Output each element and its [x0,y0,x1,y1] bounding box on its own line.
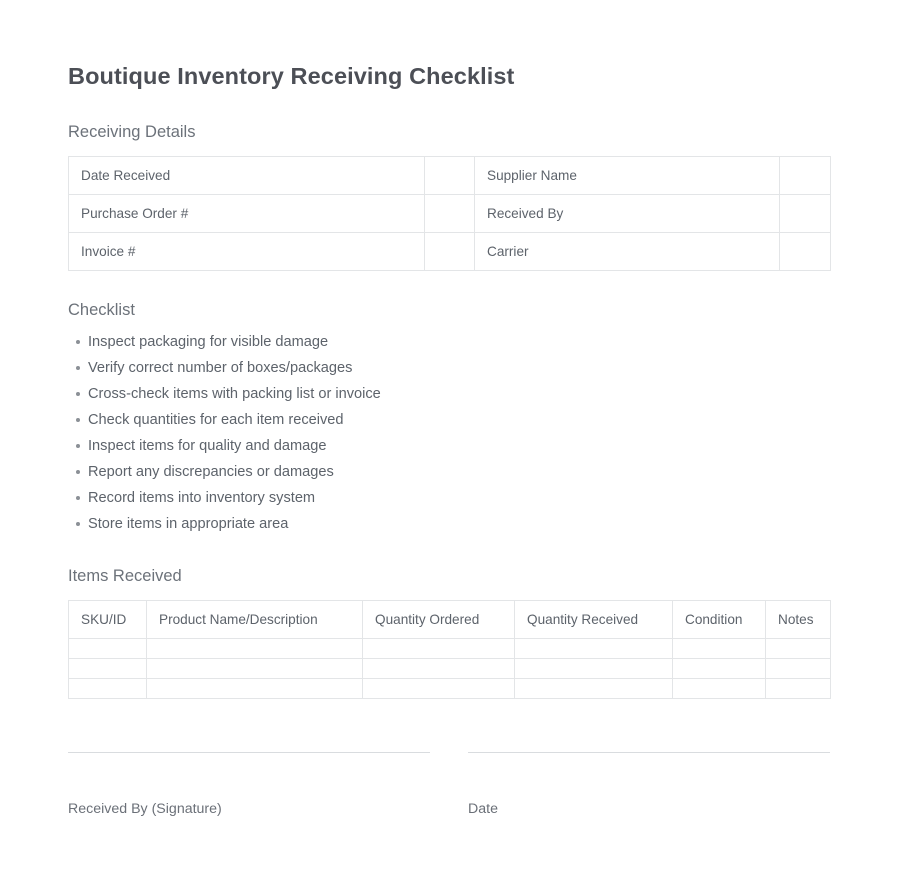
cell-quantity-ordered[interactable] [363,678,515,698]
cell-notes[interactable] [766,658,831,678]
section-heading-receiving-details: Receiving Details [68,123,196,142]
signature-line-date[interactable] [468,752,830,753]
checklist-list [68,329,832,537]
column-header-notes: Notes [766,600,831,638]
field-label-received-by: Received By [475,194,780,232]
list-item[interactable]: Cross-check items with packing list or invoice [88,381,832,407]
list-item[interactable]: Store items in appropriate area [88,511,832,537]
column-header-quantity-received: Quantity Received [515,600,673,638]
field-label-supplier-name: Supplier Name [475,156,780,194]
cell-condition[interactable] [673,678,766,698]
signature-rule [468,752,830,753]
table-row [69,658,831,678]
table-row [69,156,831,194]
field-value-carrier[interactable] [780,232,831,270]
items-received-table [68,600,831,699]
signature-block [68,752,830,818]
list-item[interactable]: Report any discrepancies or damages [88,459,832,485]
signature-line-received-by[interactable] [68,752,430,753]
table-row [69,638,831,658]
cell-quantity-received[interactable] [515,658,673,678]
cell-product-name[interactable] [147,658,363,678]
cell-quantity-ordered[interactable] [363,658,515,678]
cell-sku-id[interactable] [69,658,147,678]
list-item[interactable]: Verify correct number of boxes/packages [88,355,832,381]
column-header-condition: Condition [673,600,766,638]
receiving-details-table [68,156,831,271]
field-value-purchase-order[interactable] [425,194,475,232]
field-label-date-received: Date Received [69,156,425,194]
cell-sku-id[interactable] [69,638,147,658]
section-heading-checklist: Checklist [68,300,135,319]
table-row [69,232,831,270]
list-item[interactable]: Check quantities for each item received [88,407,832,433]
cell-condition[interactable] [673,658,766,678]
field-value-invoice[interactable] [425,232,475,270]
field-value-date-received[interactable] [425,156,475,194]
cell-quantity-ordered[interactable] [363,638,515,658]
cell-notes[interactable] [766,678,831,698]
signature-label-received-by: Received By (Signature) [68,801,222,817]
column-header-quantity-ordered: Quantity Ordered [363,600,515,638]
section-heading-items-received: Items Received [68,566,182,585]
cell-quantity-received[interactable] [515,678,673,698]
cell-product-name[interactable] [147,638,363,658]
cell-product-name[interactable] [147,678,363,698]
cell-sku-id[interactable] [69,678,147,698]
cell-quantity-received[interactable] [515,638,673,658]
list-item[interactable]: Record items into inventory system [88,485,832,511]
signature-label-date: Date [468,801,498,817]
field-value-supplier-name[interactable] [780,156,831,194]
list-item[interactable]: Inspect items for quality and damage [88,433,832,459]
table-row [69,678,831,698]
cell-notes[interactable] [766,638,831,658]
list-item[interactable]: Inspect packaging for visible damage [88,329,832,355]
column-header-product-name: Product Name/Description [147,600,363,638]
field-label-carrier: Carrier [475,232,780,270]
field-value-received-by[interactable] [780,194,831,232]
page-title: Boutique Inventory Receiving Checklist [68,63,515,89]
signature-rule [68,752,430,753]
cell-condition[interactable] [673,638,766,658]
field-label-purchase-order: Purchase Order # [69,194,425,232]
table-header-row [69,600,831,638]
column-header-sku-id: SKU/ID [69,600,147,638]
table-row [69,194,831,232]
field-label-invoice: Invoice # [69,232,425,270]
